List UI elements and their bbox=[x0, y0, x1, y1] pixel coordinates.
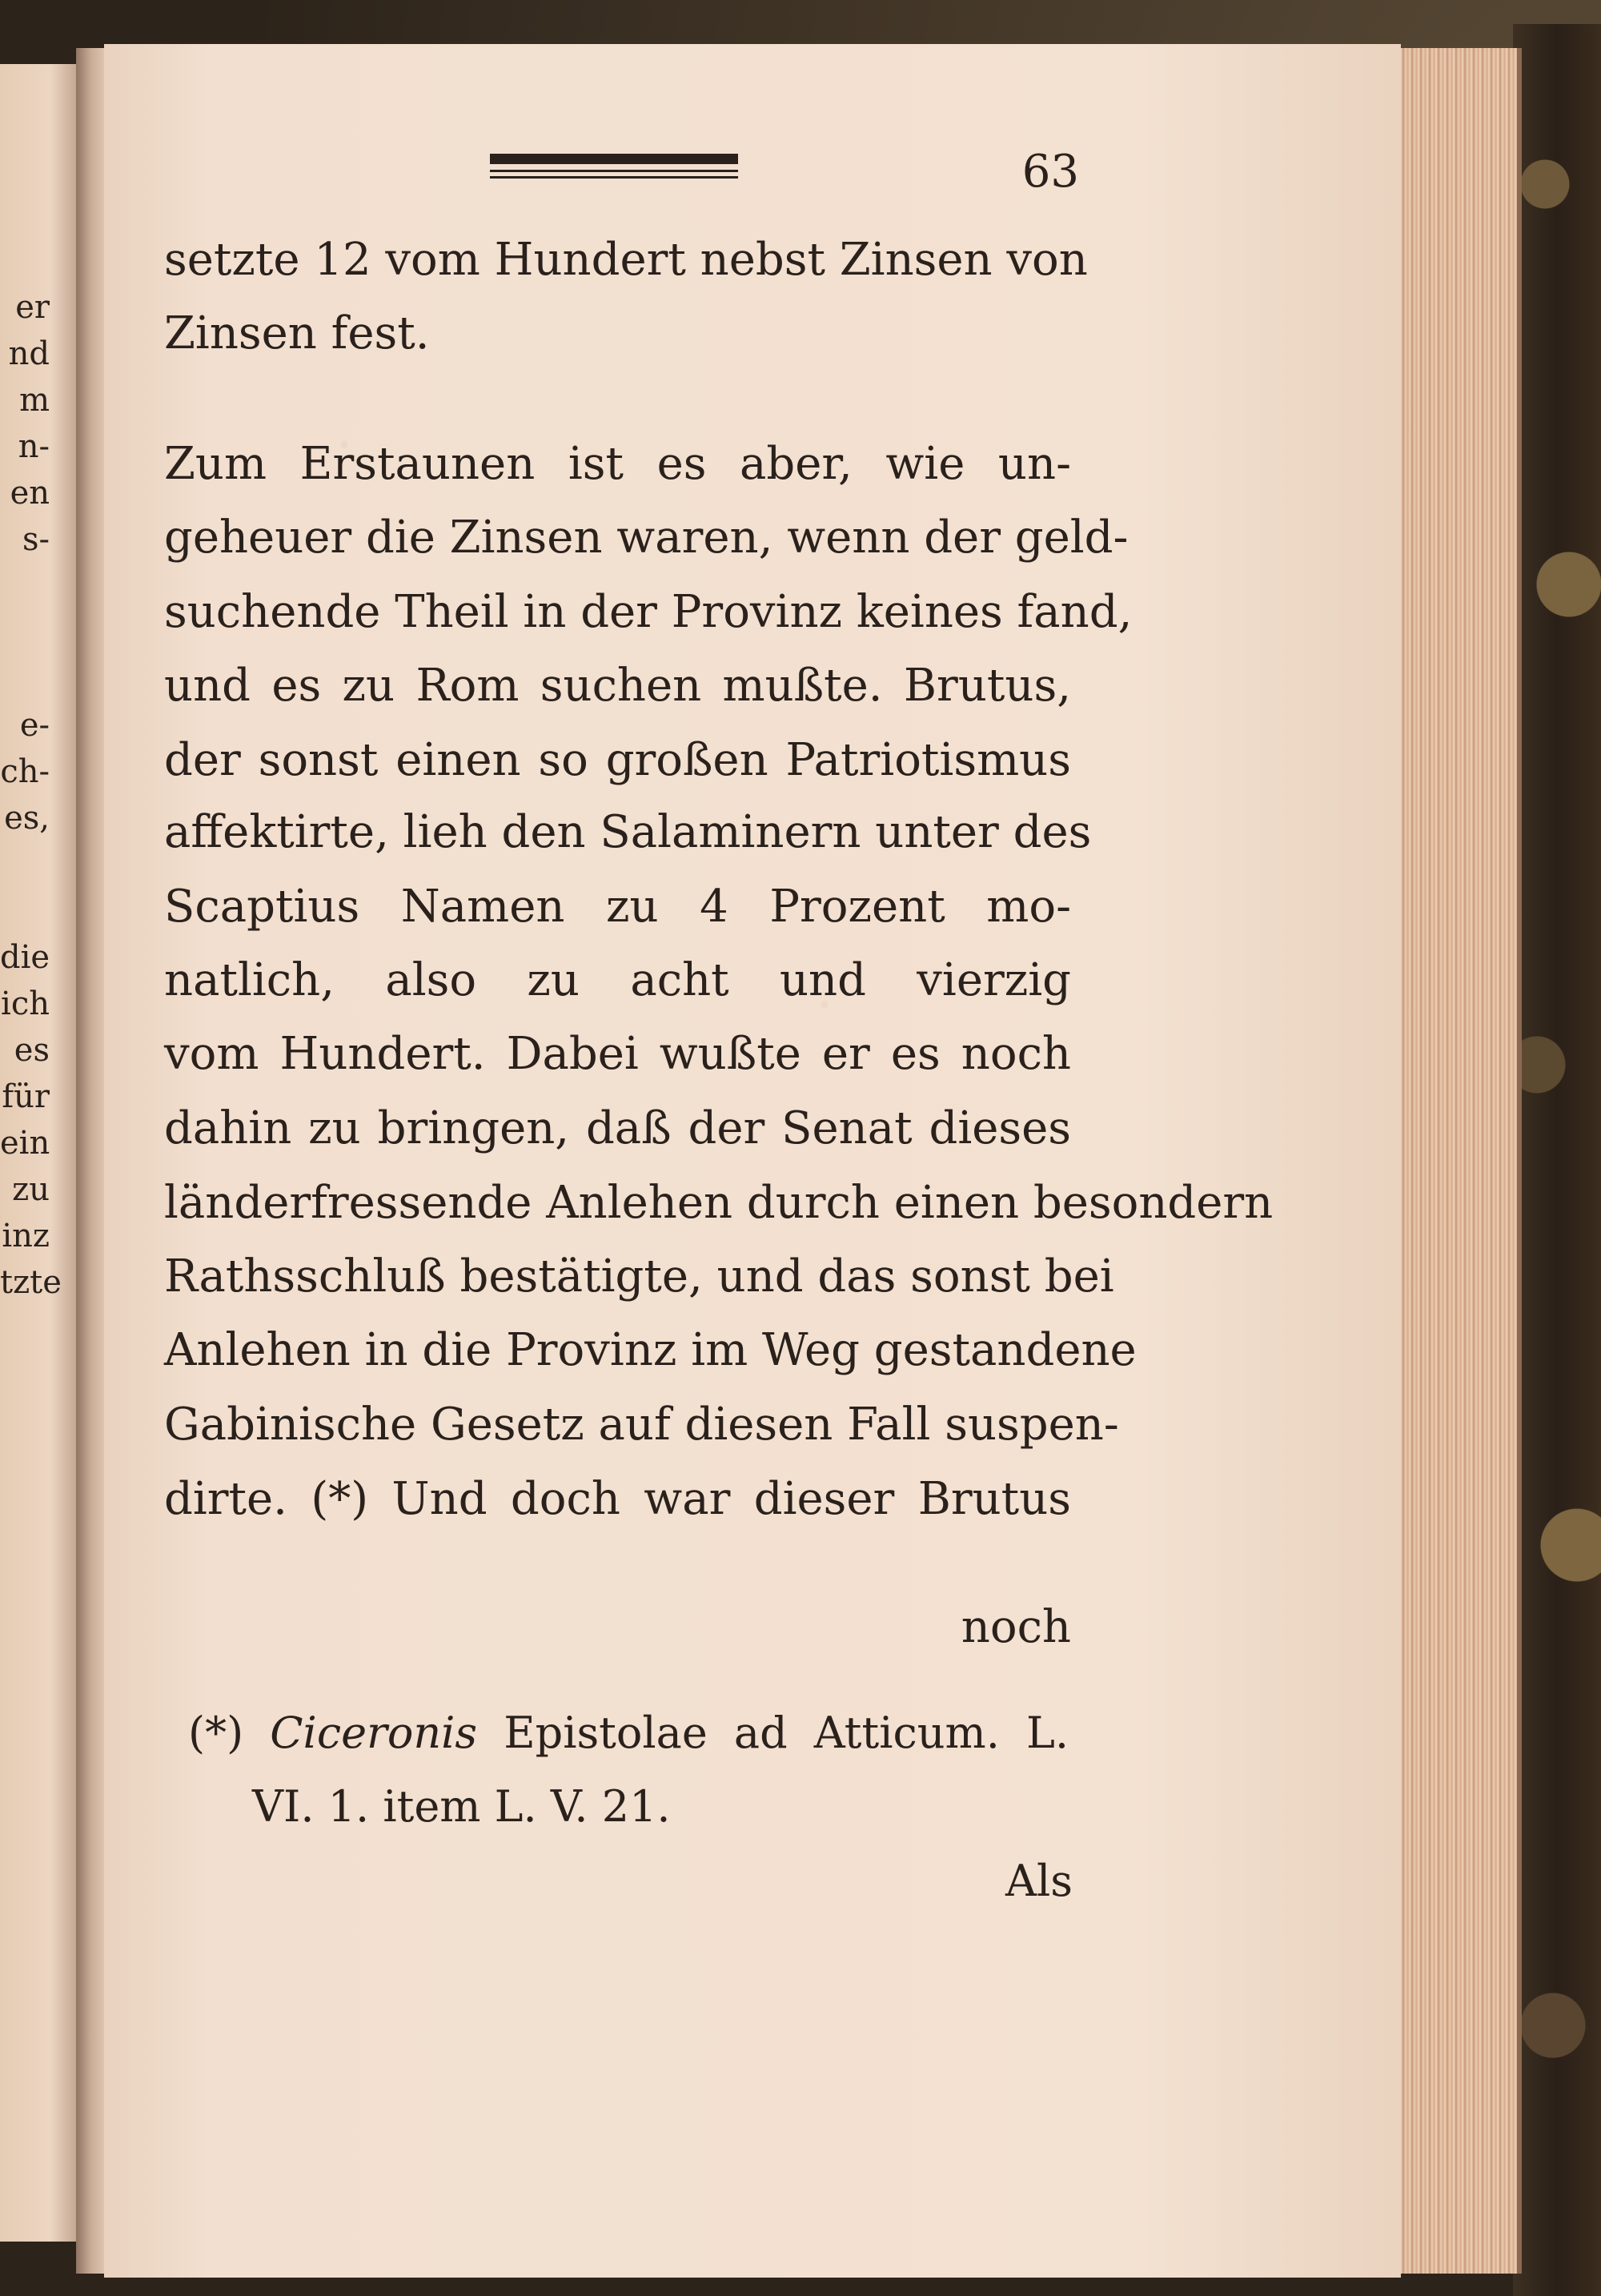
text-line: Gabinische Gesetz auf diesen Fall suspen- bbox=[164, 1399, 1119, 1451]
book-cover-edge bbox=[1513, 24, 1601, 2296]
left-page-fragment: n- bbox=[18, 428, 50, 465]
footnote-marker: (*) bbox=[188, 1708, 244, 1758]
footnote-line-2: VI. 1. item L. V. 21. bbox=[252, 1781, 671, 1832]
left-page-fragment: m bbox=[19, 382, 50, 419]
text-line: Zinsen fest. bbox=[164, 307, 430, 359]
left-page-fragment: zu bbox=[12, 1171, 50, 1208]
footnote-author: Ciceronis bbox=[270, 1708, 478, 1758]
page-number: 63 bbox=[1021, 146, 1079, 198]
left-page-fragment: en bbox=[10, 475, 50, 512]
text-line: länderfressende Anlehen durch einen besondern bbox=[164, 1177, 1274, 1229]
text-line: und es zu Rom suchen mußte. Brutus, bbox=[164, 660, 1071, 712]
left-page-fragment bbox=[0, 563, 50, 609]
left-page-fragment: ich bbox=[1, 985, 50, 1022]
header-rule bbox=[490, 154, 738, 181]
text-line: vom Hundert. Dabei wußte er es noch bbox=[164, 1028, 1071, 1080]
left-page-text bbox=[0, 284, 62, 1306]
text-line: setzte 12 vom Hundert nebst Zinsen von bbox=[164, 234, 1088, 286]
text-line: dahin zu bringen, daß der Senat dieses bbox=[164, 1102, 1071, 1154]
footnote-line-1 bbox=[188, 1705, 1069, 1761]
left-page-fragment bbox=[0, 888, 50, 934]
left-page-fragment: es, bbox=[4, 800, 50, 837]
page-edges bbox=[1397, 48, 1522, 2274]
left-page-fragment bbox=[0, 609, 50, 656]
catchword: Als bbox=[1005, 1856, 1073, 1906]
left-page-fragment bbox=[0, 656, 50, 702]
left-page-fragment: die bbox=[0, 939, 50, 976]
left-page-fragment: ein bbox=[0, 1125, 50, 1162]
text-line: noch bbox=[961, 1601, 1071, 1653]
left-page-fragment: inz bbox=[2, 1218, 50, 1254]
text-line: geheuer die Zinsen waren, wenn der geld- bbox=[164, 512, 1129, 564]
main-page bbox=[104, 44, 1401, 2278]
left-page bbox=[0, 64, 84, 2242]
footnote-text-1: Epistolae ad Atticum. L. bbox=[504, 1708, 1069, 1758]
left-page-fragment: er bbox=[15, 289, 50, 326]
left-page-fragment: ch- bbox=[0, 753, 50, 790]
text-line: suchende Theil in der Provinz keines fand, bbox=[164, 586, 1133, 638]
text-line: Zum Erstaunen ist es aber, wie un- bbox=[164, 438, 1071, 490]
text-line: natlich, also zu acht und vierzig bbox=[164, 954, 1071, 1006]
left-page-fragment: nd bbox=[8, 335, 50, 372]
text-line: der sonst einen so großen Patriotismus bbox=[164, 734, 1071, 786]
text-line: dirte. (*) Und doch war dieser Brutus bbox=[164, 1473, 1071, 1525]
text-line: Scaptius Namen zu 4 Prozent mo- bbox=[164, 881, 1071, 933]
left-page-fragment: es bbox=[14, 1032, 50, 1069]
left-page-fragment: s- bbox=[22, 521, 50, 558]
left-page-fragment bbox=[0, 841, 50, 888]
text-line: Anlehen in die Provinz im Weg gestandene bbox=[164, 1324, 1137, 1376]
text-line: affektirte, lieh den Salaminern unter des bbox=[164, 806, 1092, 858]
left-page-fragment: e- bbox=[19, 707, 50, 744]
text-line: Rathsschluß bestätigte, und das sonst bei bbox=[164, 1250, 1114, 1303]
left-page-fragment: für bbox=[2, 1078, 50, 1115]
left-page-fragment: tzte bbox=[0, 1264, 62, 1301]
